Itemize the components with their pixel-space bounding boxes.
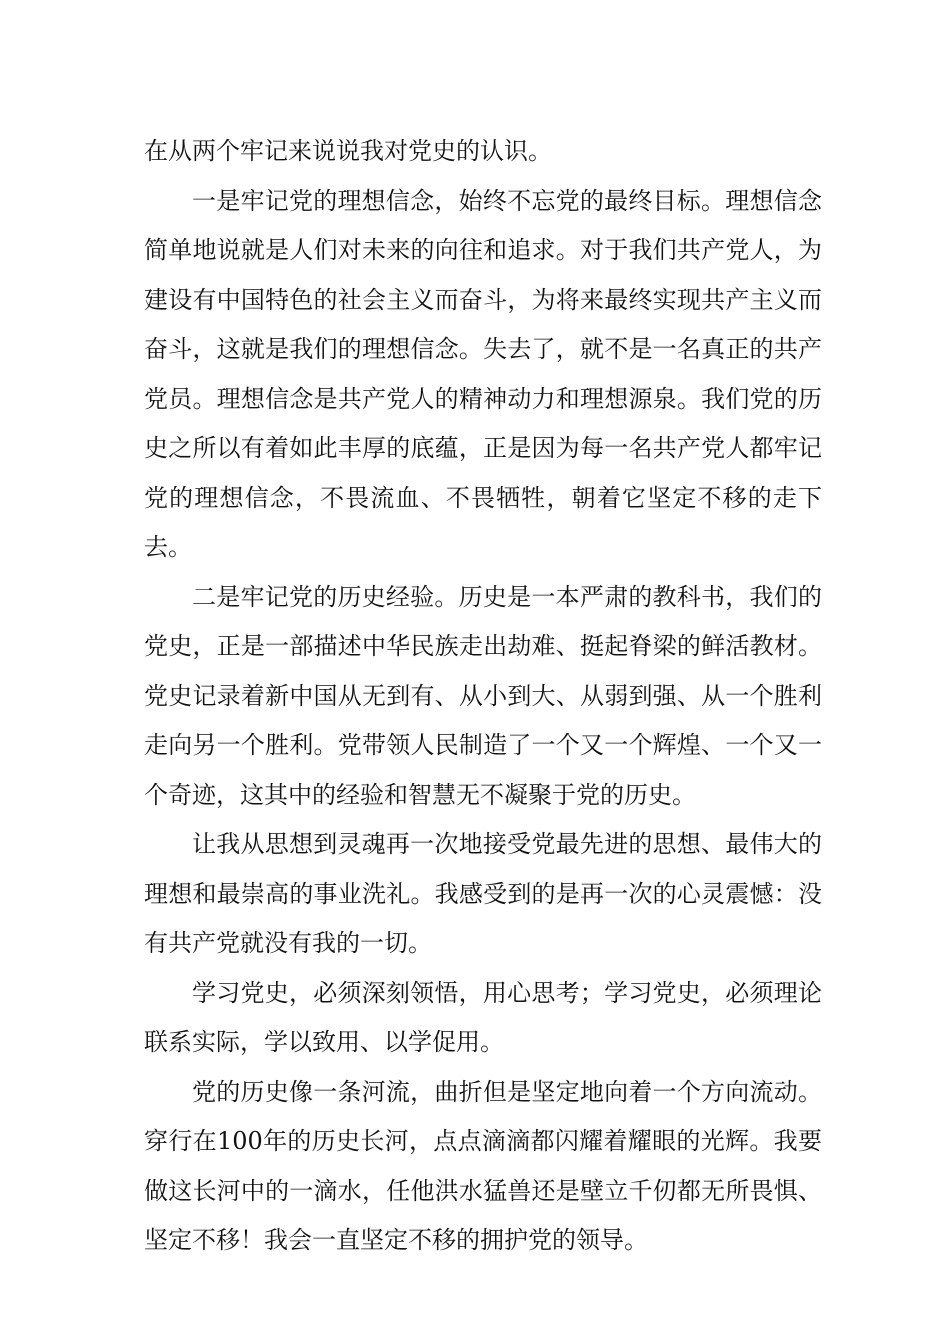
paragraph-baptism: 让我从思想到灵魂再一次地接受党最先进的思想、最伟大的理想和最崇高的事业洗礼。我感受到的是再一次的心灵震憾：没有共产党就没有我的一切。: [144, 830, 822, 957]
paragraph-study: 学习党史，必须深刻领悟，用心思考；学习党史，必须理论联系实际，学以致用、以学促用。: [144, 978, 822, 1056]
paragraph-history-experience: 二是牢记党的历史经验。历史是一本严肃的教科书，我们的党史，正是一部描述中华民族走出劫难、挺起脊梁的鲜活教材。党史记录着新中国从无到有、从小到大、从弱到强、从一个胜利走向另一个胜利。党带领人民制造了一个又一个辉煌、一个又一个奇迹，这其中的经验和智慧无不凝聚于党的历史。: [144, 582, 822, 809]
paragraph-river: 党的历史像一条河流，曲折但是坚定地向着一个方向流动。穿行在100年的历史长河，点点滴滴都闪耀着耀眼的光辉。我要做这长河中的一滴水，任他洪水猛兽还是壁立千仞都无所畏惧、坚定不移！我会一直坚定不移的拥护党的领导。: [144, 1077, 822, 1254]
document-body: [144, 127, 822, 1266]
paragraph-ideals: 一是牢记党的理想信念，始终不忘党的最终目标。理想信念简单地说就是人们对未来的向往和追求。对于我们共产党人，为建设有中国特色的社会主义而奋斗，为将来最终实现共产主义而奋斗，这就是我们的理想信念。失去了，就不是一名真正的共产党员。理想信念是共产党人的精神动力和理想源泉。我们党的历史之所以有着如此丰厚的底蕴，正是因为每一名共产党人都牢记党的理想信念，不畏流血、不畏牺牲，朝着它坚定不移的走下去。: [144, 186, 822, 561]
paragraph-continuation: 在从两个牢记来说说我对党史的认识。: [144, 137, 552, 165]
